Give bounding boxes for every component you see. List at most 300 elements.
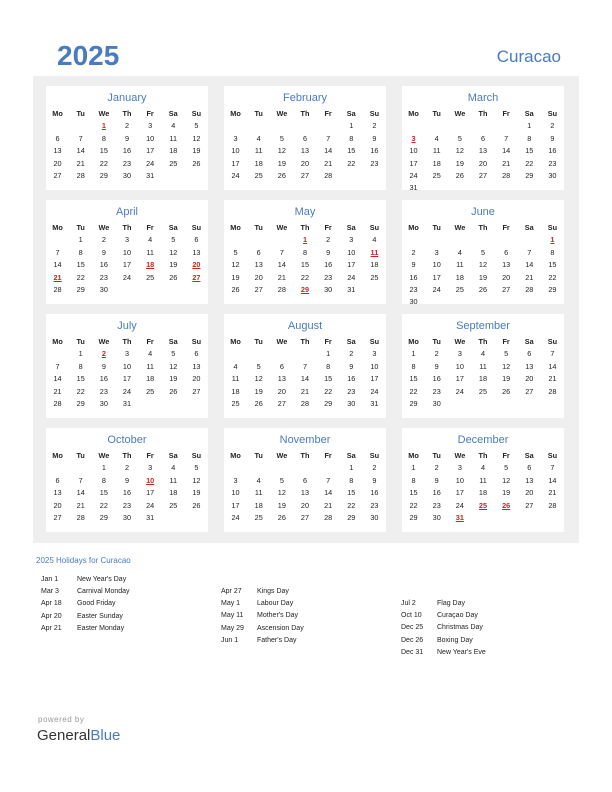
holiday-day-cell: 10 <box>146 475 155 485</box>
day-grid <box>224 222 386 296</box>
day-cell: 11 <box>254 146 263 156</box>
day-cell: 22 <box>409 386 418 396</box>
day-cell: 6 <box>527 463 532 473</box>
empty-cell <box>317 462 340 474</box>
day-cell: 4 <box>171 121 176 131</box>
day-cell: 22 <box>409 500 418 510</box>
weekday-header: Su <box>547 223 558 232</box>
weekday-header: We <box>276 337 288 346</box>
day-cell: 26 <box>478 284 488 294</box>
day-cell: 10 <box>122 361 132 371</box>
weekday-header: Fr <box>502 451 510 460</box>
day-cell: 13 <box>525 475 534 485</box>
day-cell: 23 <box>347 386 356 396</box>
day-cell: 24 <box>146 158 155 168</box>
day-cell: 8 <box>411 361 416 371</box>
day-cell: 26 <box>455 170 464 180</box>
month-november <box>224 428 386 532</box>
holiday-day-cell: 31 <box>455 512 464 522</box>
day-cell: 18 <box>432 158 441 168</box>
month-february <box>224 86 386 190</box>
day-cell: 22 <box>347 500 356 510</box>
empty-cell <box>224 462 247 474</box>
day-cell: 17 <box>347 260 356 270</box>
day-cell: 6 <box>527 349 532 359</box>
empty-cell <box>317 120 340 132</box>
day-cell: 14 <box>548 361 557 371</box>
empty-cell <box>518 234 541 246</box>
month-september <box>402 314 564 418</box>
day-cell: 14 <box>53 260 62 270</box>
day-grid <box>402 108 564 195</box>
day-cell: 30 <box>324 284 333 294</box>
day-cell: 17 <box>231 158 240 168</box>
day-cell: 16 <box>99 374 108 384</box>
day-cell: 2 <box>550 121 555 131</box>
weekday-header: Tu <box>76 223 85 232</box>
day-cell: 22 <box>347 158 356 168</box>
day-cell: 21 <box>277 272 286 282</box>
holiday-date: Dec 31 <box>401 648 424 656</box>
day-cell: 17 <box>146 146 155 156</box>
weekday-header: Su <box>191 451 202 460</box>
day-cell: 13 <box>53 488 62 498</box>
weekday-header: Mo <box>52 223 63 232</box>
day-cell: 13 <box>192 361 201 371</box>
day-cell: 4 <box>480 349 486 359</box>
day-cell: 12 <box>192 133 201 143</box>
day-cell: 14 <box>502 146 511 156</box>
day-cell: 10 <box>432 260 441 270</box>
day-grid <box>224 450 386 524</box>
day-grid <box>402 336 564 410</box>
day-cell: 13 <box>300 488 310 498</box>
empty-cell <box>293 348 316 360</box>
weekday-header: Fr <box>146 451 154 460</box>
weekday-header: Fr <box>324 451 332 460</box>
weekday-header: We <box>98 337 110 346</box>
day-cell: 24 <box>432 284 441 294</box>
weekday-header: Sa <box>524 223 534 232</box>
weekday-header: Fr <box>324 223 332 232</box>
day-cell: 28 <box>76 170 85 180</box>
weekday-header: Th <box>478 223 488 232</box>
day-cell: 10 <box>122 247 132 257</box>
day-cell: 8 <box>349 133 354 143</box>
day-cell: 16 <box>122 488 132 498</box>
day-cell: 31 <box>370 398 379 408</box>
month-march <box>402 86 564 193</box>
empty-cell <box>448 120 471 132</box>
month-may <box>224 200 386 304</box>
day-cell: 12 <box>169 361 178 371</box>
day-cell: 28 <box>324 170 333 180</box>
holiday-day-cell: 3 <box>411 133 416 143</box>
holiday-column <box>401 598 486 659</box>
day-cell: 19 <box>502 374 511 384</box>
empty-cell <box>471 120 494 132</box>
day-cell: 20 <box>254 272 263 282</box>
weekday-header: Mo <box>52 337 63 346</box>
weekday-header: Sa <box>346 337 356 346</box>
holiday-row <box>221 586 304 598</box>
weekday-header: Th <box>478 451 488 460</box>
day-cell: 17 <box>122 260 132 270</box>
day-cell: 1 <box>527 121 532 131</box>
day-cell: 19 <box>502 488 511 498</box>
day-cell: 20 <box>525 374 534 384</box>
day-cell: 5 <box>504 463 509 473</box>
day-cell: 8 <box>326 361 331 371</box>
holiday-date: Jun 1 <box>221 636 239 644</box>
day-cell: 15 <box>324 374 333 384</box>
day-cell: 15 <box>99 146 108 156</box>
holiday-row <box>401 622 486 634</box>
day-cell: 12 <box>277 488 286 498</box>
day-cell: 11 <box>146 247 154 257</box>
day-cell: 19 <box>277 158 286 168</box>
day-cell: 27 <box>277 398 286 408</box>
day-cell: 30 <box>122 170 132 180</box>
day-cell: 10 <box>409 146 418 156</box>
day-cell: 10 <box>455 361 464 371</box>
day-grid <box>46 336 208 410</box>
day-cell: 28 <box>300 398 310 408</box>
day-cell: 2 <box>411 247 416 257</box>
day-cell: 10 <box>455 475 464 485</box>
day-cell: 9 <box>411 260 416 270</box>
day-cell: 30 <box>99 398 108 408</box>
empty-cell <box>69 120 92 132</box>
day-cell: 31 <box>146 170 155 180</box>
day-cell: 18 <box>169 488 178 498</box>
day-cell: 6 <box>279 361 284 371</box>
day-cell: 30 <box>99 284 108 294</box>
day-grid <box>402 222 564 309</box>
day-cell: 4 <box>457 247 462 257</box>
holiday-day-cell: 1 <box>302 235 308 245</box>
day-cell: 11 <box>169 133 178 143</box>
day-cell: 9 <box>124 475 130 485</box>
day-cell: 2 <box>372 463 377 473</box>
day-cell: 24 <box>146 500 155 510</box>
weekday-header: Sa <box>524 451 534 460</box>
weekday-header: Tu <box>76 451 85 460</box>
month-name: December <box>457 434 509 446</box>
empty-cell <box>293 120 316 132</box>
weekday-header: Mo <box>408 451 419 460</box>
empty-cell <box>247 120 270 132</box>
day-cell: 3 <box>434 247 439 257</box>
day-cell: 4 <box>372 235 377 245</box>
day-cell: 29 <box>409 398 418 408</box>
month-name: June <box>471 206 495 218</box>
day-cell: 6 <box>504 247 509 257</box>
month-name: April <box>115 206 138 218</box>
empty-cell <box>46 120 69 132</box>
holiday-name: Ascension Day <box>257 624 304 632</box>
day-cell: 11 <box>169 475 178 485</box>
generalblue-logo[interactable] <box>37 727 120 744</box>
weekday-header: Th <box>122 337 132 346</box>
day-cell: 8 <box>101 133 106 143</box>
day-grid <box>224 336 386 410</box>
day-cell: 9 <box>434 475 439 485</box>
day-cell: 6 <box>480 133 486 143</box>
day-cell: 13 <box>502 260 511 270</box>
holiday-day-cell: 2 <box>101 349 106 359</box>
day-cell: 5 <box>171 235 176 245</box>
day-cell: 25 <box>146 272 155 282</box>
holiday-name: Father's Day <box>257 636 297 644</box>
day-cell: 14 <box>277 260 286 270</box>
day-cell: 3 <box>233 475 238 485</box>
day-cell: 25 <box>231 398 240 408</box>
day-cell: 2 <box>349 349 354 359</box>
day-cell: 16 <box>122 146 132 156</box>
day-cell: 19 <box>455 158 464 168</box>
day-cell: 10 <box>370 361 379 371</box>
day-grid <box>402 450 564 524</box>
day-cell: 17 <box>146 488 155 498</box>
day-cell: 23 <box>370 500 379 510</box>
holiday-day-cell: 26 <box>502 500 511 510</box>
day-cell: 14 <box>324 146 333 156</box>
weekday-header: We <box>98 109 110 118</box>
day-cell: 28 <box>324 512 333 522</box>
day-cell: 8 <box>527 133 532 143</box>
day-cell: 15 <box>347 146 356 156</box>
day-cell: 22 <box>525 158 534 168</box>
day-cell: 26 <box>277 170 286 180</box>
day-cell: 18 <box>478 374 488 384</box>
month-name: July <box>117 320 137 332</box>
day-cell: 21 <box>76 158 85 168</box>
day-cell: 14 <box>76 146 85 156</box>
day-cell: 29 <box>525 170 534 180</box>
weekday-header: We <box>276 223 288 232</box>
day-cell: 9 <box>326 247 331 257</box>
month-name: January <box>107 92 147 104</box>
day-cell: 21 <box>324 158 333 168</box>
day-cell: 16 <box>370 146 379 156</box>
brand-general: General <box>37 727 91 744</box>
month-name: November <box>279 434 331 446</box>
day-cell: 4 <box>148 235 153 245</box>
day-cell: 20 <box>192 374 201 384</box>
weekday-header: Mo <box>230 109 241 118</box>
day-cell: 20 <box>478 158 488 168</box>
day-cell: 2 <box>434 349 439 359</box>
holiday-date: Apr 18 <box>41 600 62 608</box>
empty-cell <box>224 348 247 360</box>
weekday-header: Fr <box>146 109 154 118</box>
day-cell: 5 <box>194 121 199 131</box>
day-cell: 21 <box>53 386 62 396</box>
holiday-name: Carnival Monday <box>77 588 130 596</box>
holiday-day-cell: 1 <box>550 235 555 245</box>
weekday-header: Su <box>369 451 380 460</box>
holiday-row <box>41 611 130 623</box>
weekday-header: Tu <box>254 109 263 118</box>
month-name: August <box>287 320 323 332</box>
day-cell: 8 <box>411 475 416 485</box>
day-cell: 29 <box>99 170 108 180</box>
day-cell: 11 <box>479 475 487 485</box>
day-cell: 7 <box>326 133 331 143</box>
day-cell: 3 <box>457 349 462 359</box>
day-cell: 15 <box>76 374 85 384</box>
day-cell: 3 <box>124 235 130 245</box>
day-cell: 6 <box>256 247 261 257</box>
day-cell: 19 <box>231 272 240 282</box>
holiday-name: Mother's Day <box>257 612 299 620</box>
weekday-header: We <box>98 223 110 232</box>
day-cell: 8 <box>78 361 83 371</box>
weekday-header: Mo <box>230 451 241 460</box>
day-cell: 7 <box>504 133 509 143</box>
day-cell: 12 <box>478 260 488 270</box>
day-cell: 31 <box>409 183 418 193</box>
day-cell: 12 <box>455 146 464 156</box>
day-cell: 22 <box>99 500 108 510</box>
day-cell: 4 <box>434 133 439 143</box>
holiday-row <box>221 635 304 647</box>
day-cell: 25 <box>370 272 379 282</box>
day-cell: 24 <box>122 386 132 396</box>
day-cell: 23 <box>122 158 132 168</box>
day-cell: 26 <box>169 272 178 282</box>
day-cell: 14 <box>53 374 62 384</box>
weekday-header: We <box>454 109 466 118</box>
day-cell: 22 <box>76 386 85 396</box>
empty-cell <box>293 462 316 474</box>
day-cell: 17 <box>122 374 132 384</box>
day-cell: 7 <box>527 247 532 257</box>
day-cell: 27 <box>192 386 201 396</box>
day-cell: 30 <box>347 398 356 408</box>
day-cell: 2 <box>124 121 130 131</box>
day-cell: 13 <box>254 260 263 270</box>
day-cell: 22 <box>548 272 557 282</box>
empty-cell <box>46 234 69 246</box>
holiday-name: Curaçao Day <box>437 612 478 620</box>
day-cell: 26 <box>169 386 178 396</box>
day-cell: 5 <box>256 361 261 371</box>
day-cell: 19 <box>192 146 201 156</box>
day-cell: 1 <box>411 349 416 359</box>
day-cell: 20 <box>300 500 310 510</box>
day-cell: 16 <box>370 488 379 498</box>
day-cell: 19 <box>169 374 178 384</box>
day-cell: 5 <box>279 133 284 143</box>
weekday-header: Th <box>478 337 488 346</box>
empty-cell <box>425 120 448 132</box>
weekday-header: Tu <box>76 109 85 118</box>
day-cell: 1 <box>78 235 83 245</box>
day-cell: 19 <box>478 272 488 282</box>
day-cell: 25 <box>254 512 263 522</box>
empty-cell <box>247 234 270 246</box>
weekday-header: We <box>454 451 466 460</box>
day-cell: 27 <box>525 500 534 510</box>
day-cell: 6 <box>194 235 199 245</box>
day-cell: 3 <box>233 133 238 143</box>
weekday-header: Tu <box>254 223 263 232</box>
empty-cell <box>270 462 293 474</box>
day-cell: 8 <box>78 247 83 257</box>
holiday-day-cell: 18 <box>146 260 155 270</box>
day-cell: 25 <box>169 158 178 168</box>
weekday-header: Tu <box>254 451 263 460</box>
day-cell: 19 <box>192 488 201 498</box>
weekday-header: Su <box>547 109 558 118</box>
day-cell: 30 <box>432 512 441 522</box>
weekday-header: Th <box>300 337 310 346</box>
day-cell: 11 <box>231 374 240 384</box>
day-cell: 9 <box>372 475 377 485</box>
day-cell: 4 <box>233 361 238 371</box>
day-cell: 5 <box>279 475 284 485</box>
day-cell: 4 <box>148 349 153 359</box>
month-name: September <box>456 320 510 332</box>
holiday-row <box>221 623 304 635</box>
weekday-header: Su <box>369 109 380 118</box>
day-cell: 28 <box>525 284 534 294</box>
day-cell: 29 <box>324 398 333 408</box>
weekday-header: Tu <box>432 337 441 346</box>
weekday-header: Su <box>547 451 558 460</box>
holiday-name: Easter Monday <box>77 624 125 632</box>
day-cell: 23 <box>99 386 108 396</box>
day-cell: 24 <box>231 512 240 522</box>
day-cell: 20 <box>53 500 62 510</box>
month-name: May <box>294 206 316 218</box>
holiday-day-cell: 20 <box>192 260 201 270</box>
holiday-row <box>221 598 304 610</box>
day-cell: 8 <box>550 247 555 257</box>
holiday-date: Apr 21 <box>41 624 62 632</box>
day-cell: 17 <box>231 500 240 510</box>
day-grid <box>46 108 208 182</box>
day-cell: 10 <box>231 488 240 498</box>
day-cell: 27 <box>254 284 263 294</box>
holiday-day-cell: 1 <box>101 121 106 131</box>
day-cell: 27 <box>300 512 310 522</box>
day-cell: 26 <box>231 284 240 294</box>
day-cell: 2 <box>326 235 331 245</box>
day-cell: 1 <box>349 463 354 473</box>
day-cell: 18 <box>254 500 263 510</box>
day-cell: 3 <box>372 349 377 359</box>
weekday-header: Mo <box>408 109 419 118</box>
holidays-title: 2025 Holidays for Curacao <box>36 556 131 565</box>
day-cell: 16 <box>432 488 441 498</box>
year-title: 2025 <box>57 40 120 71</box>
day-cell: 15 <box>409 488 418 498</box>
day-cell: 18 <box>370 260 379 270</box>
day-cell: 17 <box>455 488 464 498</box>
day-cell: 15 <box>409 374 418 384</box>
day-cell: 22 <box>76 272 85 282</box>
weekday-header: Sa <box>168 451 178 460</box>
empty-cell <box>247 462 270 474</box>
weekday-header: Su <box>191 337 202 346</box>
day-cell: 15 <box>300 260 310 270</box>
powered-by-text: powered by <box>38 715 85 724</box>
day-cell: 19 <box>169 260 178 270</box>
day-cell: 18 <box>146 374 155 384</box>
